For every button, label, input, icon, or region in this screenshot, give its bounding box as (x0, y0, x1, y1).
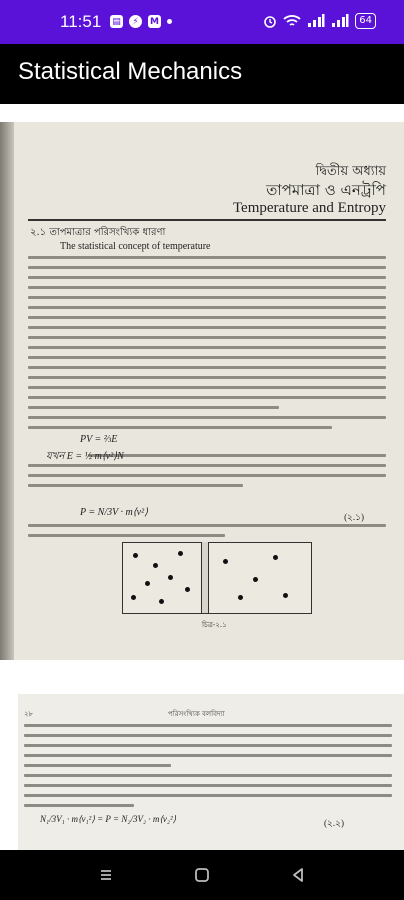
page-binding-shadow (0, 122, 14, 660)
figure-caption: চিত্র-২.১ (202, 621, 227, 629)
app-bar (0, 44, 404, 104)
notification-icons (110, 15, 172, 28)
system-icons (263, 13, 376, 29)
chapter-rule (28, 219, 386, 221)
message-icon: ▤ (110, 15, 123, 28)
recent-apps-icon (98, 867, 114, 883)
messenger-icon: ⚡ (129, 15, 142, 28)
back-icon (290, 867, 306, 883)
equation-balance: N₁/3V₁ · m⟨v₁²⟩ = P = N₂/3V₂ · m⟨v₂²⟩ (40, 814, 177, 824)
figure-gas-container (122, 542, 312, 614)
signal-icon (307, 14, 325, 28)
dot-icon (167, 19, 172, 24)
signal-icon (331, 14, 349, 28)
subsection-title: The statistical concept of temperature (60, 241, 211, 252)
equation-pv: PV = ⅔E (80, 434, 118, 445)
paragraph-3 (28, 524, 386, 544)
home-icon (194, 867, 210, 883)
section-title: ২.১ তাপমাত্রার পরিসংখ্যিক ধারণা (30, 227, 166, 238)
chapter-title-english: Temperature and Entropy (232, 200, 386, 216)
chapter-number: দ্বিতীয় অধ্যায় (315, 164, 386, 179)
recent-apps-button[interactable] (96, 865, 116, 885)
equation-energy: যখন E = ½ m⟨v²⟩N (46, 451, 124, 462)
book-page-1[interactable] (0, 122, 404, 660)
page-number: ২৮ (24, 710, 34, 718)
running-head: পরিসংখ্যিক বলবিদ্যা (168, 710, 225, 718)
status-bar (0, 0, 404, 44)
app-title: Statistical Mechanics (18, 58, 243, 85)
book-page-2[interactable] (18, 694, 404, 850)
wifi-icon (283, 14, 301, 28)
pdf-viewer[interactable] (0, 104, 404, 850)
equation-number: (২.১) (344, 512, 364, 522)
paragraph-1 (28, 256, 386, 436)
equation-number-2: (২.২) (324, 818, 344, 828)
battery-indicator: 64 (355, 13, 376, 29)
chapter-title-bengali: তাপমাত্রা ও এনট্রপি (266, 181, 386, 199)
gmail-icon: M (148, 15, 161, 28)
equation-pressure: P = N/3V · m⟨v²⟩ (80, 507, 149, 518)
status-time: 11:51 (60, 12, 102, 31)
home-button[interactable] (192, 865, 212, 885)
partition-wall (201, 542, 209, 613)
back-button[interactable] (288, 865, 308, 885)
paragraph-4 (24, 724, 392, 814)
navigation-bar (0, 850, 404, 900)
alarm-icon (263, 14, 277, 28)
